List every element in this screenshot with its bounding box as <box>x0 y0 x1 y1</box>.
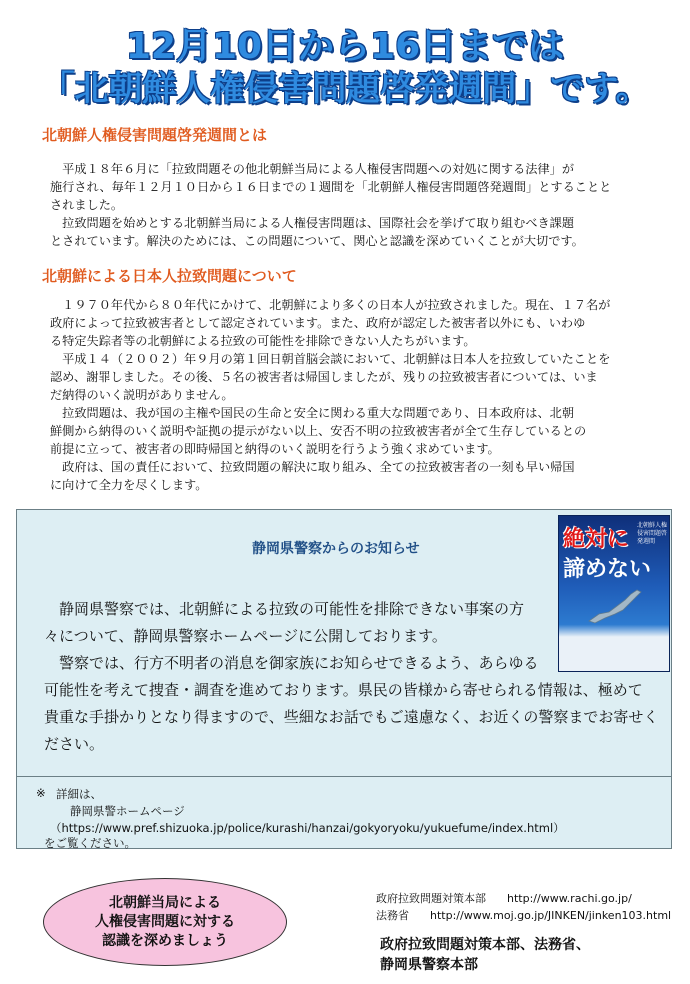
section1-line: 平成１８年６月に「拉致問題その他北朝鮮当局による人権侵害問題への対処に関する法律」が <box>50 162 575 176</box>
notice-line: 々について、静岡県警察ホームページに公開しております。 <box>44 627 447 645</box>
note-mark: ※ <box>36 786 46 800</box>
section1-body <box>50 160 640 250</box>
section1-line: 拉致問題を始めとする北朝鮮当局による人権侵害問題は、国際社会を挙げて取り組むべき課題 <box>50 216 575 230</box>
section2-line: 認め、謝罪しました。その後、５名の被害者は帰国しましたが、残りの拉致被害者については、いま <box>50 370 598 384</box>
footer-line1: 政府拉致問題対策本部、法務省、 <box>380 937 590 953</box>
contact-rachi <box>376 890 632 906</box>
section2-line: 平成１４（２００２）年９月の第１回日朝首脳会談において、北朝鮮は日本人を拉致していたことを <box>50 352 611 366</box>
section1-line: とされています。解決のためには、この問題について、関心と認識を深めていくことが大切です。 <box>50 234 584 248</box>
slogan-line: 北朝鮮当局による <box>109 895 221 911</box>
notice-line: 警察では、行方不明者の消息を御家族にお知らせできるよう、あらゆる <box>44 654 539 672</box>
section2-line: る特定失踪者等の北朝鮮による拉致の可能性を排除できない人たちがいます。 <box>50 334 476 348</box>
section2-line: 政府によって拉致被害者として認定されています。また、政府が認定した被害者以外にも、いわゆ <box>50 316 586 330</box>
section1-line: されました。 <box>50 198 124 212</box>
section2-body <box>50 296 640 494</box>
note-label: 詳細は、 <box>56 787 102 801</box>
contact-url-link[interactable]: http://www.moj.go.jp/JINKEN/jinken103.html <box>430 909 672 922</box>
note-page-name: 静岡県警ホームページ <box>70 804 185 818</box>
page-title-line2: 「北朝鮮人権侵害問題啓発週間」です。 <box>40 69 650 109</box>
section2-line: １９７０年代から８０年代にかけて、北朝鮮により多くの日本人が拉致されました。現在、１７名が <box>50 298 611 312</box>
page-title-line1: 12月10日から16日までは <box>125 26 565 67</box>
slogan-line: 人権侵害問題に対する <box>95 914 235 930</box>
contact-name: 法務省 <box>376 909 409 922</box>
contact-moj <box>376 907 671 923</box>
poster-headline-1: 絶対に <box>563 527 630 552</box>
section2-line: だ納得のいく説明がありません。 <box>50 388 234 402</box>
notice-line: ださい。 <box>44 735 105 753</box>
japan-map-icon <box>579 586 649 626</box>
section2-line: 政府は、国の責任において、拉致問題の解決に取り組み、全ての拉致被害者の一刻も早い帰国 <box>50 460 575 474</box>
section2-line: に向けて全力を尽くします。 <box>50 478 208 492</box>
police-notice-title: 静岡県警察からのお知らせ <box>252 541 420 557</box>
note-closing: をご覧ください。 <box>44 836 136 850</box>
notice-line: 静岡県警察では、北朝鮮による拉致の可能性を排除できない事案の方 <box>44 600 525 618</box>
section2-line: 前提に立って、被害者の即時帰国と納得のいく説明を行うよう強く求めています。 <box>50 442 500 456</box>
slogan-oval <box>43 878 287 966</box>
poster-headline-2: 諦めない <box>563 557 652 582</box>
footer-line2: 静岡県警察本部 <box>380 957 478 973</box>
contact-name: 政府拉致問題対策本部 <box>376 892 486 905</box>
notice-line: 貴重な手掛かりとなり得ますので、些細なお話でもご遠慮なく、お近くの警察までお寄せく <box>44 708 659 726</box>
section1-heading: 北朝鮮人権侵害問題啓発週間とは <box>42 126 268 144</box>
section1-line: 施行され、毎年１２月１０日から１６日までの１週間を「北朝鮮人権侵害問題啓発週間」とすることと <box>50 180 612 194</box>
slogan-line: 認識を深めましょう <box>102 933 228 949</box>
campaign-poster-image <box>558 515 670 672</box>
section2-line: 拉致問題は、我が国の主権や国民の生命と安全に関わる重大な問題であり、日本政府は、北朝 <box>50 406 575 420</box>
notice-line: 可能性を考えて捜査・調査を進めております。県民の皆様から寄せられる情報は、極めて <box>44 681 643 699</box>
poster-side-text: 北朝鮮人権侵害問題啓発週間 <box>637 522 668 545</box>
contact-url-link[interactable]: http://www.rachi.go.jp/ <box>507 892 632 905</box>
note-url-link[interactable]: （https://www.pref.shizuoka.jp/police/kurashi/hanzai/gokyoryoku/yukuefume/index.html） <box>50 821 565 835</box>
section2-line: 鮮側から納得のいく説明や証拠の提示がない以上、安否不明の拉致被害者が全て生存しているとの <box>50 424 587 438</box>
police-notice-body <box>44 596 659 758</box>
section2-heading: 北朝鮮による日本人拉致問題について <box>42 267 297 285</box>
